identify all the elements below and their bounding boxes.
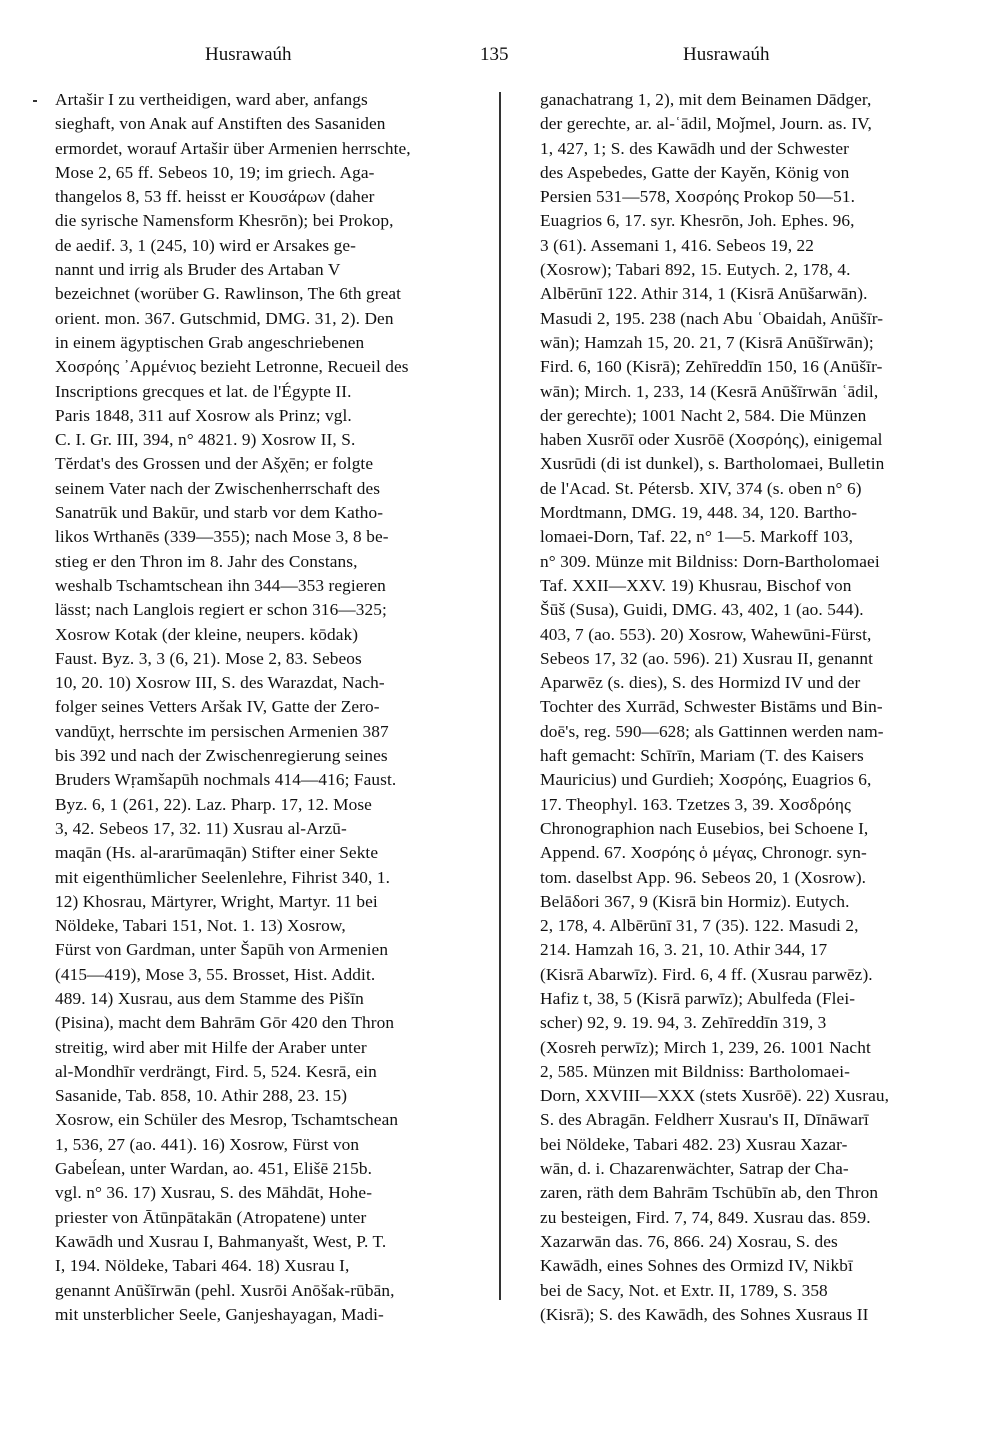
text-line: S. des Abragān. Feldherr Xusrau's II, Dīnāwarī [540, 1110, 869, 1130]
text-line: Xosrow Kotak (der kleine, neupers. kōdak) [55, 624, 359, 644]
text-line: Sebeos 17, 32 (ao. 596). 21) Xusrau II, genannt [540, 648, 873, 668]
text-line: (Kisrā Abarwīz). Fird. 6, 4 ff. (Xusrau parwēz). [540, 964, 873, 984]
text-line: Masudi 2, 195. 238 (nach Abu ʿObaidah, Anūšīr- [540, 308, 884, 328]
text-line: Chronographion nach Eusebios, bei Schoene I, [540, 818, 869, 838]
text-line: wān); Hamzah 15, 20. 21, 7 (Kisrā Anūšīrwān); [540, 332, 874, 352]
text-line: Paris 1848, 311 auf Xosrow als Prinz; vgl. [55, 405, 352, 425]
text-line: Albērūnī 122. Athir 314, 1 (Kisrā Anūšarwān). [540, 284, 868, 304]
column-divider [499, 92, 501, 1300]
text-line: Kawādh, eines Sohnes des Ormizd IV, Nikbī [540, 1256, 853, 1276]
text-line: I, 194. Nöldeke, Tabari 464. 18) Xusrau I, [55, 1256, 350, 1276]
text-line: (Xosreh perwīz); Mirch 1, 239, 26. 1001 Nacht [540, 1037, 871, 1057]
text-line: Xusrūdi (di ist dunkel), s. Bartholomaei, Bulletin [540, 454, 885, 474]
text-line: genannt Anūšīrwān (pehl. Xusrōi Anōšak-rūbān, [55, 1280, 395, 1300]
text-line: Persien 531—578, Χοσρόης Prokop 50—51. [540, 187, 856, 207]
text-line: 2, 585. Münzen mit Bildniss: Bartholomaei- [540, 1061, 850, 1081]
text-line: Mose 2, 65 ff. Sebeos 10, 19; im griech. Aga- [55, 162, 375, 182]
text-line: tom. daselbst App. 96. Sebeos 20, 1 (Xosrow). [540, 867, 867, 887]
text-line: wān, d. i. Chazarenwächter, Satrap der Cha- [540, 1159, 849, 1179]
text-line: zaren, räth dem Bahrām Tschūbīn ab, den Thron [540, 1183, 879, 1203]
text-line: Dorn, XXVIII—XXX (stets Xusrōē). 22) Xusrau, [540, 1086, 889, 1106]
text-line: haft gemacht: Schīrīn, Mariam (T. des Kaisers [540, 746, 864, 766]
text-line: al-Mondhīr verdrängt, Fird. 5, 524. Kesrā, ein [55, 1061, 377, 1081]
running-head-left: Husrawaúh [205, 44, 292, 65]
text-line: likos Wrthanēs (339—355); nach Mose 3, 8 be- [55, 527, 389, 547]
text-line: stieg er den Thron im 8. Jahr des Constans, [55, 551, 358, 571]
text-line: Fird. 6, 160 (Kisrā); Zehīreddīn 150, 16 (Anūšīr- [540, 357, 883, 377]
text-line: (Kisrā); S. des Kawādh, des Sohnes Xusraus II [540, 1304, 869, 1324]
text-line: Bruders Wṛamšapūh nochmals 414—416; Faust. [55, 770, 397, 790]
text-line: (Xosrow); Tabari 892, 15. Eutych. 2, 178, 4. [540, 260, 851, 280]
text-line: Faust. Byz. 3, 3 (6, 21). Mose 2, 83. Sebeos [55, 648, 362, 668]
text-line: Inscriptions grecques et lat. de l'Égypte II. [55, 381, 352, 401]
text-line: Sasanide, Tab. 858, 10. Athir 288, 23. 15) [55, 1086, 348, 1106]
text-line: de l'Acad. St. Pétersb. XIV, 374 (s. oben n° 6) [540, 478, 862, 498]
text-line: 17. Theophyl. 163. Tzetzes 3, 39. Χοσδρόης [540, 794, 851, 814]
text-line: bezeichnet (worüber G. Rawlinson, The 6th great [55, 284, 402, 304]
text-line: streitig, wird aber mit Hilfe der Araber unter [55, 1037, 367, 1057]
right-text-column [540, 88, 960, 1327]
text-line: 403, 7 (ao. 553). 20) Xosrow, Wahewūni-Fürst, [540, 624, 872, 644]
text-line: der gerechte, ar. al-ʿādil, Moǰmel, Journ. as. IV, [540, 114, 872, 134]
text-line: 214. Hamzah 16, 3. 21, 10. Athir 344, 17 [540, 940, 828, 960]
text-line: scher) 92, 9. 19. 94, 3. Zehīreddīn 319, 3 [540, 1013, 827, 1033]
text-line: Xosrow, ein Schüler des Mesrop, Tschamtschean [55, 1110, 399, 1130]
text-line: ganachatrang 1, 2), mit dem Beinamen Dādger, [540, 90, 872, 109]
text-line: die syrische Namensform Khesrōn); bei Prokop, [55, 211, 394, 231]
text-line: haben Xusrōī oder Xusrōē (Χοσρόης), einigemal [540, 430, 883, 450]
text-line: wān); Mirch. 1, 233, 14 (Kesrā Anūšīrwān ʿādil, [540, 381, 879, 401]
text-line: Gabeĺean, unter Wardan, ao. 451, Elišē 215b. [55, 1159, 373, 1179]
text-line: (Pisina), macht dem Bahrām Gōr 420 den Thron [55, 1013, 395, 1033]
text-line: ermordet, worauf Artašir über Armenien herrschte, [55, 138, 411, 158]
text-line: Hafiz t, 38, 5 (Kisrā parwīz); Abulfeda (Flei- [540, 988, 856, 1008]
text-line: lässt; nach Langlois regiert er schon 316—325; [55, 600, 387, 620]
text-line: Tochter des Xurrād, Schwester Bistāms und Bin- [540, 697, 883, 717]
text-line: 3, 42. Sebeos 17, 32. 11) Xusrau al-Arzū- [55, 818, 347, 838]
text-line: 10, 20. 10) Xosrow III, S. des Warazdat, Nach- [55, 673, 385, 693]
text-line: n° 309. Münze mit Bildniss: Dorn-Bartholomaei [540, 551, 880, 571]
text-line: bei de Sacy, Not. et Extr. II, 1789, S. 358 [540, 1280, 828, 1300]
text-line: nannt und irrig als Bruder des Artaban V [55, 260, 341, 280]
text-line: bei Nöldeke, Tabari 482. 23) Xusrau Xazar- [540, 1134, 848, 1154]
text-line: Euagrios 6, 17. syr. Khesrōn, Joh. Ephes. 96, [540, 211, 855, 231]
text-line: bis 392 und nach der Zwischenregierung seines [55, 746, 388, 766]
text-line: folger seines Vetters Aršak IV, Gatte der Zero- [55, 697, 380, 717]
text-line: C. I. Gr. III, 394, n° 4821. 9) Xosrow II, S. [55, 430, 356, 450]
text-line: 1, 536, 27 (ao. 441). 16) Xosrow, Fürst von [55, 1134, 360, 1154]
text-line: lomaei-Dorn, Taf. 22, n° 1—5. Markoff 103, [540, 527, 854, 547]
text-line: seinem Vater nach der Zwischenherrschaft des [55, 478, 381, 498]
text-line: 489. 14) Xusrau, aus dem Stamme des Pišīn [55, 988, 364, 1008]
text-line: in einem ägyptischen Grab angeschriebenen [55, 332, 365, 352]
text-line: (415—419), Mose 3, 55. Brosset, Hist. Addit. [55, 964, 376, 984]
text-line: Taf. XXII—XXV. 19) Khusrau, Bischof von [540, 575, 852, 595]
text-line: maqān (Hs. al-ararūmaqān) Stifter einer Sekte [55, 843, 379, 863]
text-line: Tĕrdat's des Grossen und der Ašχēn; er folgte [55, 454, 374, 474]
text-line: mit unsterblicher Seele, Ganjeshayagan, Madi- [55, 1304, 384, 1324]
text-line: weshalb Tschamtschean ihn 344—353 regieren [55, 575, 386, 595]
left-text-column [55, 88, 475, 1327]
text-line: Xazarwān das. 76, 866. 24) Xosrau, S. des [540, 1231, 838, 1251]
running-head-right: Husrawaúh [683, 44, 770, 65]
text-line: Χοσρόης ᾿Αρμένιος bezieht Letronne, Recueil des [55, 357, 409, 377]
text-line: Artašir I zu vertheidigen, ward aber, anfangs [55, 90, 368, 109]
text-line: sieghaft, von Anak auf Anstiften des Sasaniden [55, 114, 386, 134]
text-line: zu besteigen, Fird. 7, 74, 849. Xusrau das. 859. [540, 1207, 871, 1227]
text-line: Šūš (Susa), Guidi, DMG. 43, 402, 1 (ao. 544). [540, 600, 864, 620]
margin-mark [33, 100, 37, 102]
text-line: thangelos 8, 53 ff. heisst er Κουσάρων (daher [55, 187, 375, 207]
text-line: 1, 427, 1; S. des Kawādh und der Schwester [540, 138, 849, 158]
text-line: 3 (61). Assemani 1, 416. Sebeos 19, 22 [540, 235, 815, 255]
text-line: Byz. 6, 1 (261, 22). Laz. Pharp. 17, 12. Mose [55, 794, 372, 814]
text-line: 12) Khosrau, Märtyrer, Wright, Martyr. 11 bei [55, 891, 378, 911]
text-line: vandūχt, herrschte im persischen Armenien 387 [55, 721, 389, 741]
text-line: de aedif. 3, 1 (245, 10) wird er Arsakes ge- [55, 235, 356, 255]
text-line: Fürst von Gardman, unter Šapūh von Armenien [55, 940, 389, 960]
text-line: Kawādh und Xusrau I, Bahmanyašt, West, P. T. [55, 1231, 387, 1251]
text-line: orient. mon. 367. Gutschmid, DMG. 31, 2). Den [55, 308, 394, 328]
page-number: 135 [480, 44, 509, 65]
text-line: Sanatrūk und Bakūr, und starb vor dem Katho- [55, 503, 384, 523]
text-line: mit eigenthümlicher Seelenlehre, Fihrist 340, 1. [55, 867, 390, 887]
text-line: Mauricius) und Gurdieh; Χοσρόης, Euagrios 6, [540, 770, 872, 790]
text-line: Mordtmann, DMG. 19, 448. 34, 120. Bartho- [540, 503, 858, 523]
text-line: Belāδori 367, 9 (Kisrā bin Hormiz). Eutych. [540, 891, 850, 911]
text-line: vgl. n° 36. 17) Xusrau, S. des Māhdāt, Hohe- [55, 1183, 373, 1203]
text-line: des Aspebedes, Gatte der Kayĕn, König von [540, 162, 850, 182]
text-line: Nöldeke, Tabari 151, Not. 1. 13) Xosrow, [55, 916, 346, 936]
text-line: Aparwēz (s. dies), S. des Hormizd IV und der [540, 673, 861, 693]
text-line: priester von Ātūnpātakān (Atropatene) unter [55, 1207, 367, 1227]
text-line: doē's, reg. 590—628; als Gattinnen werden nam- [540, 721, 884, 741]
text-line: 2, 178, 4. Albērūnī 31, 7 (35). 122. Masudi 2, [540, 916, 859, 936]
text-line: der gerechte); 1001 Nacht 2, 584. Die Münzen [540, 405, 867, 425]
text-line: Append. 67. Χοσρόης ὁ μέγας, Chronogr. syn- [540, 843, 867, 863]
